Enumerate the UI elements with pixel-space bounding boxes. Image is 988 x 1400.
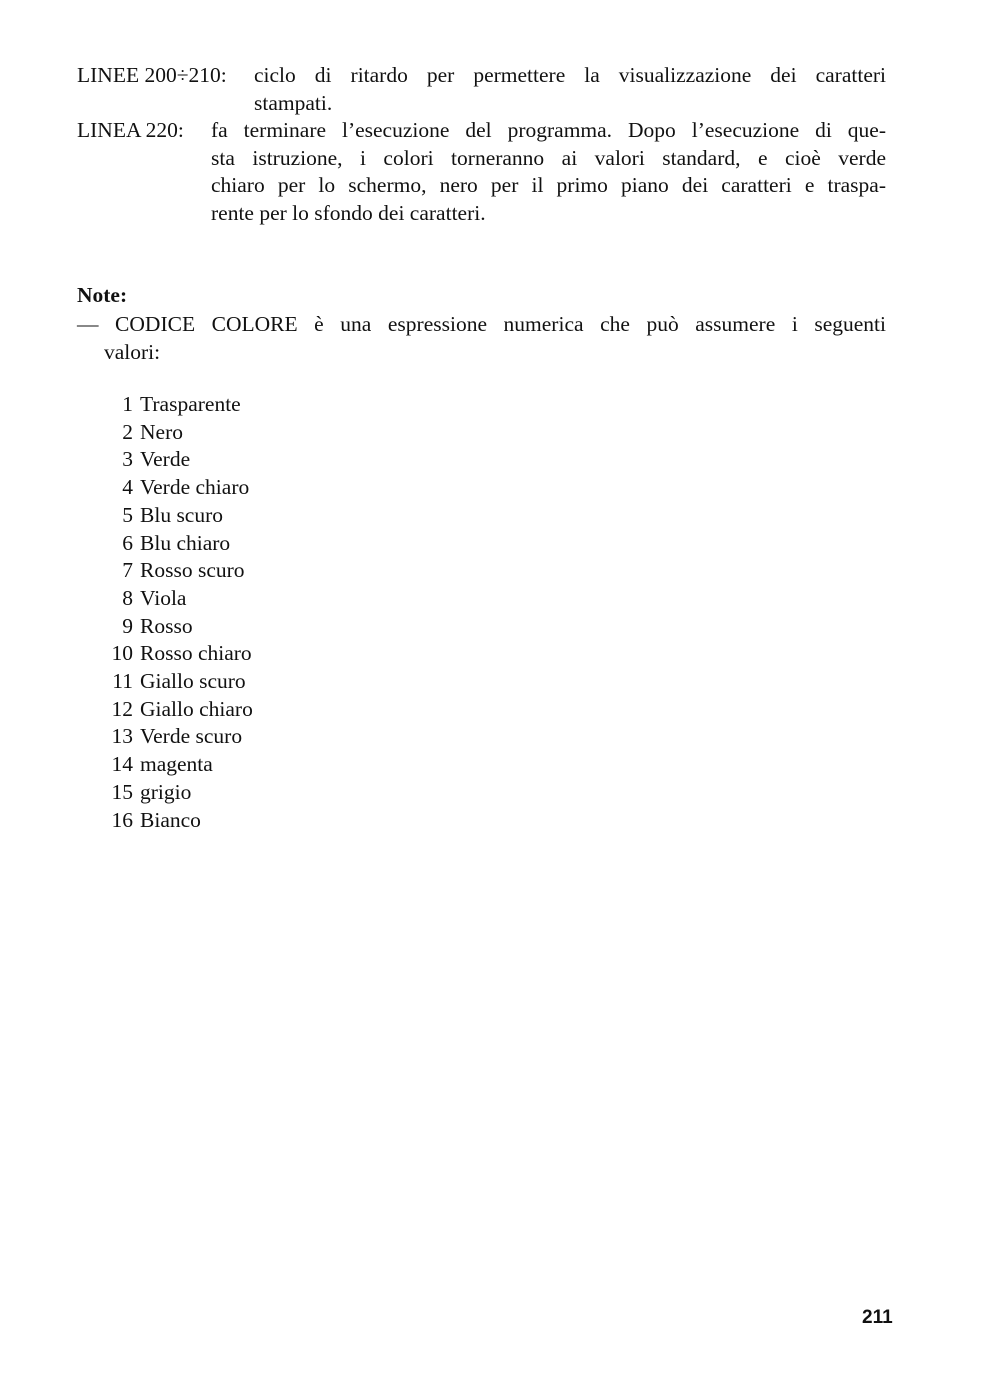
color-code-name: Viola [140, 585, 187, 610]
color-code-item [100, 585, 253, 613]
color-code-item [100, 640, 253, 668]
color-code-list [100, 391, 253, 834]
color-code-item [100, 419, 253, 447]
color-code-item [100, 807, 253, 835]
color-code-item [100, 391, 253, 419]
color-code-item [100, 502, 253, 530]
color-code-number: 16 [111, 807, 133, 832]
color-code-number: 2 [122, 419, 133, 444]
color-code-name: Verde [140, 447, 191, 472]
color-code-name: grigio [140, 779, 192, 804]
entry-text-line: stampati. [254, 90, 333, 115]
color-code-number: 8 [122, 585, 133, 610]
color-code-number: 15 [111, 779, 133, 804]
color-code-name: Nero [140, 419, 183, 444]
color-code-item [100, 557, 253, 585]
color-code-item [100, 668, 253, 696]
color-code-number: 14 [111, 752, 133, 777]
color-code-name: Giallo scuro [140, 669, 246, 694]
color-code-number: 9 [122, 613, 133, 638]
entry-text-line: fa terminare l’esecuzione del programma. Dopo l’esecuzione di que- [211, 118, 886, 142]
color-code-item [100, 474, 253, 502]
entry-text [254, 62, 886, 117]
color-code-name: Rosso chiaro [140, 641, 252, 666]
color-code-number: 6 [122, 530, 133, 555]
color-code-name: Verde chiaro [140, 475, 250, 500]
color-code-name: Rosso scuro [140, 558, 245, 583]
description-entry-linee-200-210 [77, 62, 886, 117]
color-code-item [100, 613, 253, 641]
color-code-name: Giallo chiaro [140, 696, 253, 721]
color-code-number: 12 [111, 696, 133, 721]
entry-label: LINEA 220: [77, 118, 184, 142]
color-code-name: Blu chiaro [140, 530, 231, 555]
color-code-item [100, 723, 253, 751]
color-code-name: Rosso [140, 613, 193, 638]
entry-text [211, 117, 886, 227]
color-code-name: Blu scuro [140, 502, 224, 527]
color-code-name: Verde scuro [140, 724, 243, 749]
color-code-item [100, 779, 253, 807]
entry-label: LINEE 200÷210: [77, 63, 227, 87]
color-code-name: magenta [140, 752, 213, 777]
color-code-number: 10 [111, 641, 133, 666]
description-entry-linea-220 [77, 117, 886, 227]
color-code-item [100, 530, 253, 558]
entry-text-line: sta istruzione, i colori torneranno ai valori standard, e cioè verde [211, 145, 886, 170]
color-code-item [100, 751, 253, 779]
entry-text-line: rente per lo sfondo dei caratteri. [211, 200, 486, 225]
color-code-number: 3 [122, 447, 133, 472]
entry-text-line: chiaro per lo schermo, nero per il primo piano dei caratteri e traspa- [211, 173, 886, 197]
notes-heading: Note: [77, 283, 128, 307]
color-code-number: 4 [122, 475, 133, 500]
note-item [77, 310, 886, 366]
color-code-number: 7 [122, 558, 133, 583]
color-code-number: 5 [122, 502, 133, 527]
color-code-number: 11 [112, 669, 133, 694]
color-code-item [100, 446, 253, 474]
page-number: 211 [862, 1307, 893, 1328]
entry-text-line: ciclo di ritardo per permettere la visualizzazione dei caratteri [254, 63, 886, 87]
note-item-text: — CODICE COLORE è una espressione numerica che può assumere i seguenti [77, 312, 886, 336]
color-code-item [100, 696, 253, 724]
note-item-text-continued: valori: [104, 340, 161, 364]
color-code-number: 1 [122, 392, 133, 416]
color-code-name: Bianco [140, 807, 201, 832]
color-code-number: 13 [111, 724, 133, 749]
color-code-name: Trasparente [140, 392, 241, 416]
